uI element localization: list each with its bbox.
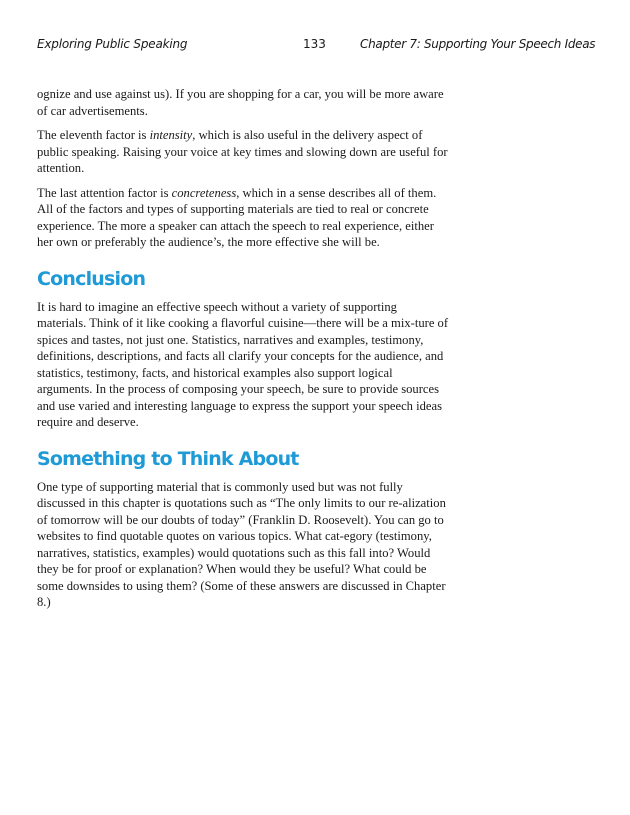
section-heading-think-about: Something to Think About — [37, 447, 299, 470]
page-number: 133 — [303, 37, 326, 51]
chapter-title: Chapter 7: Supporting Your Speech Ideas — [360, 37, 596, 51]
book-title: Exploring Public Speaking — [37, 37, 188, 51]
paragraph-concreteness-post: , which in a sense describes all of them. All of the factors and types of supporting materials are tied to real or concrete experience. The more a speaker can attach the speech to real experience, either her own or preferably the audience’s, the more effective she will be. — [37, 185, 437, 249]
term-concreteness: concreteness — [171, 185, 237, 200]
paragraph-intensity-post: , which is also useful in the delivery aspect of public speaking. Raising your voice at key times and slowing down are useful for attention. — [37, 128, 448, 175]
body-text — [37, 86, 449, 619]
paragraph-concreteness — [37, 185, 449, 251]
section-heading-conclusion: Conclusion — [37, 267, 146, 290]
paragraph-continued: ognize and use against us). If you are shopping for a car, you will be more aware of car advertisements. — [37, 87, 444, 118]
paragraph-think-about: One type of supporting material that is commonly used but was not fully discussed in this chapter is quotations such as “The only limits to our re-alization of tomorrow will be our doubts of today” (Franklin D. Roosevelt). You can go to websites to find quotable quotes on various topics. What cat-egory (testimony, narratives, statistics, examples) would quotations such as this fall into? Would they be for proof or explanation? When would they be useful? What could be some downsides to using them? (Some of these answers are discussed in Chapter 8.) — [37, 479, 446, 609]
term-intensity: intensity — [149, 128, 193, 142]
running-header — [0, 37, 630, 55]
paragraph-concreteness-pre: The last attention factor is — [37, 185, 172, 200]
paragraph-intensity — [37, 127, 449, 177]
paragraph-conclusion: It is hard to imagine an effective speech without a variety of supporting materials. Think of it like cooking a flavorful cuisine—there will be a mix-ture of spices and tastes, not just one. Statistics, narratives and examples, testimony, definitions, descriptions, and facts all clarify your concepts for the audience, and statistics, testimony, facts, and historical examples also support logical arguments. In the process of composing your speech, be sure to provide sources and use varied and interesting language to express the support your speech ideas require and deserve. — [37, 299, 449, 429]
paragraph-intensity-pre: The eleventh factor is — [37, 128, 150, 142]
